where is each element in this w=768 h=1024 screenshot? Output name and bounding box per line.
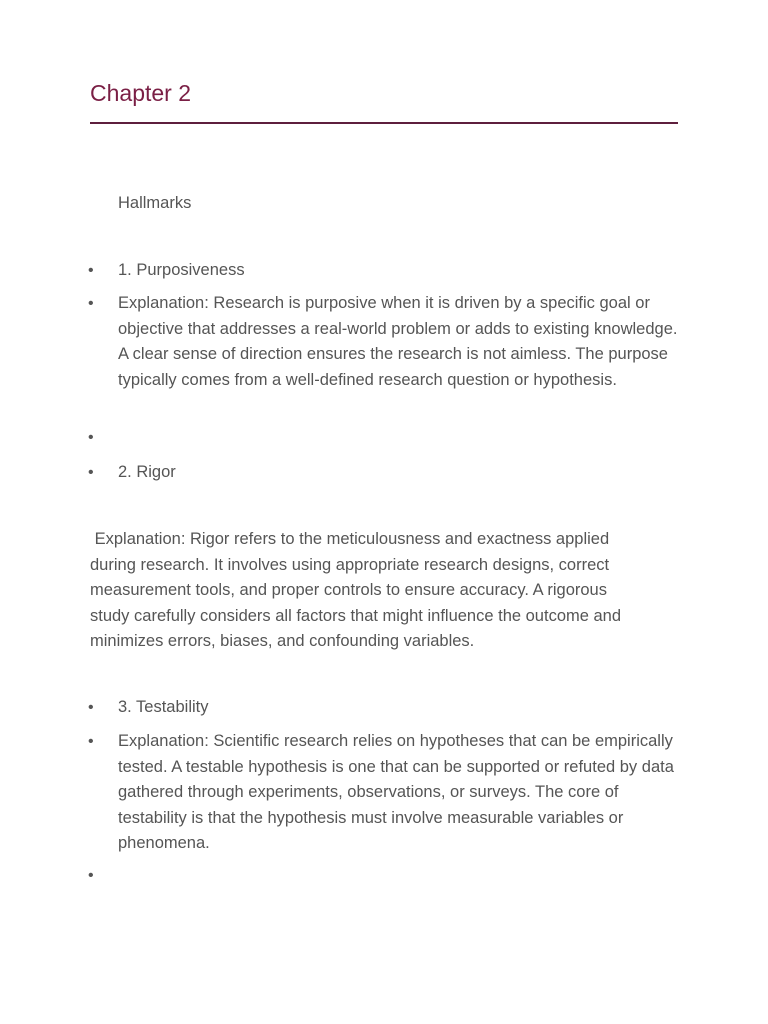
rigor-explanation-paragraph: Explanation: Rigor refers to the meticulousness and exactness applied during research. It involves using appropriate research designs, correct measurement tools, and proper controls to ensure accuracy. A rigorous study carefully considers all factors that might influence the outcome and minimizes errors, biases, and confounding variables. <box>90 530 626 651</box>
list-item-purposiveness: 1. Purposiveness <box>118 261 245 279</box>
list-item-testability: 3. Testability <box>118 698 209 716</box>
bullet-marker: • <box>88 429 94 446</box>
list-item-testability-explanation: Explanation: Scientific research relies on hypotheses that can be empirically tested. A testable hypothesis is one that can be supported or refuted by data gathered through experiments, observations, or surveys. The core of testability is that the hypothesis must involve measurable variables or phenomena. <box>118 732 674 853</box>
bullet-marker: • <box>88 699 94 716</box>
section-heading: Hallmarks <box>118 194 192 212</box>
bullet-marker: • <box>88 733 94 750</box>
chapter-title: Chapter 2 <box>90 80 192 106</box>
list-item-purposiveness-explanation: Explanation: Research is purposive when it is driven by a specific goal or objective that addresses a real-world problem or adds to existing knowledge. A clear sense of direction ensures the research is not aimless. The purpose typically comes from a well-defined research question or hypothesis. <box>118 294 678 389</box>
bullet-marker: • <box>88 464 94 481</box>
bullet-marker: • <box>88 867 94 884</box>
list-item-rigor: 2. Rigor <box>118 463 176 481</box>
bullet-marker: • <box>88 262 94 279</box>
bullet-marker: • <box>88 295 94 312</box>
title-divider <box>90 122 678 124</box>
